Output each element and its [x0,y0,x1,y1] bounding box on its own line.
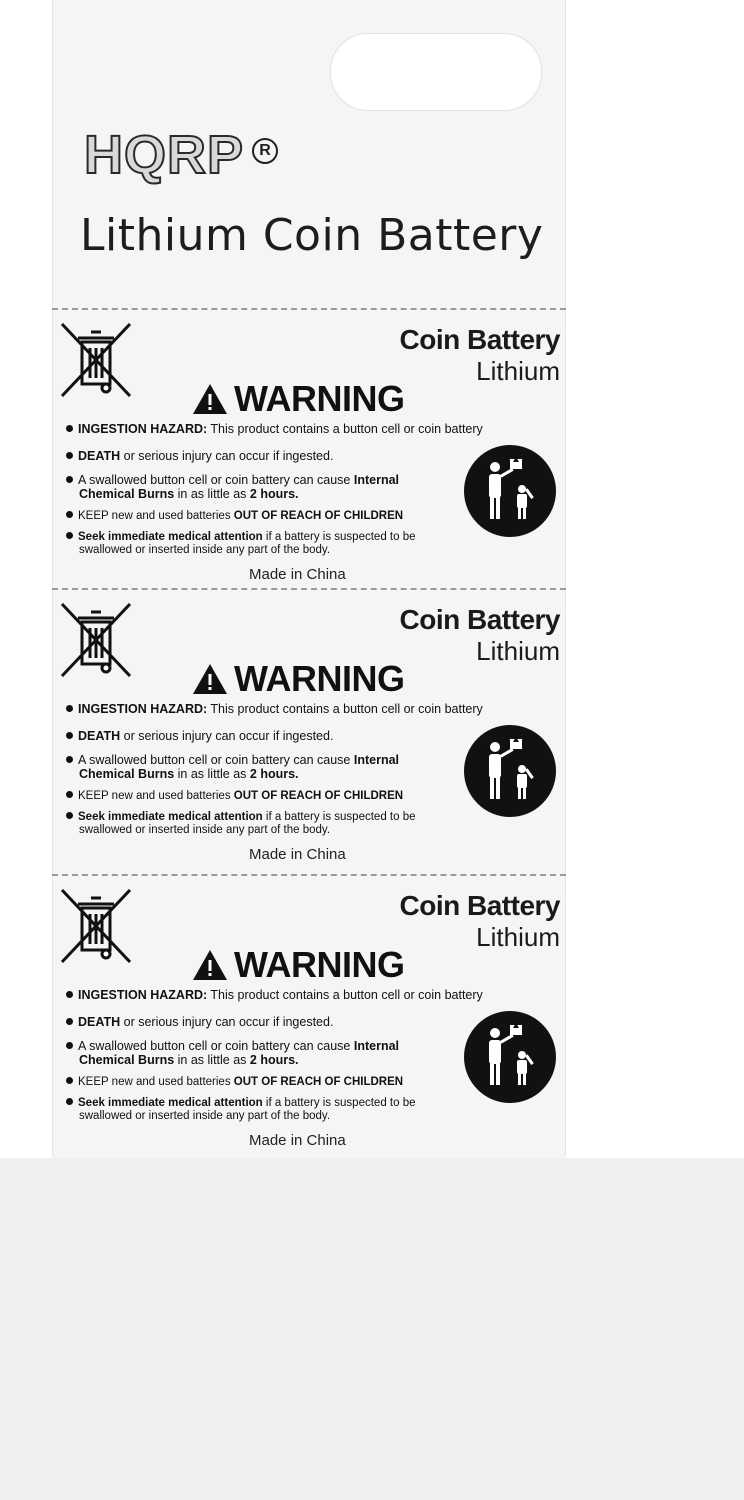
product-title: Lithium Coin Battery [80,210,544,261]
warning-triangle-icon [192,663,228,695]
warning-item-ingestion: INGESTION HAZARD: This product contains a button cell or coin battery [66,422,483,436]
coin-battery-title: Coin Battery [399,324,560,355]
crossed-out-wheelie-bin-icon [58,320,134,400]
warning-text: WARNING [234,944,405,985]
lithium-label: Lithium [476,356,560,386]
warning-heading [192,944,405,986]
coin-battery-title: Coin Battery [399,604,560,635]
crossed-out-wheelie-bin-icon [58,886,134,966]
warning-item-medical: Seek immediate medical attention if a battery is suspected to be swallowed or inserted inside any part of the body. [66,1097,415,1123]
warning-item-keep-away: KEEP new and used batteries OUT OF REACH OF CHILDREN [66,789,403,803]
brand-logo: HQRP [84,125,245,185]
warning-panel-2 [52,588,566,868]
keep-away-from-children-icon [464,1011,556,1103]
warning-item-burns: A swallowed button cell or coin battery can cause Internal Chemical Burns in as little as 2 hours. [66,473,399,501]
perforation-line [52,308,566,310]
made-in-label: Made in China [249,846,346,863]
registered-mark: R [252,138,278,164]
warning-item-burns: A swallowed button cell or coin battery can cause Internal Chemical Burns in as little as 2 hours. [66,1039,399,1067]
warning-item-death: DEATH or serious injury can occur if ingested. [66,449,333,463]
warning-panel-3 [52,874,566,1154]
warning-item-medical: Seek immediate medical attention if a battery is suspected to be swallowed or inserted inside any part of the body. [66,531,415,557]
crossed-out-wheelie-bin-icon [58,600,134,680]
warning-triangle-icon [192,949,228,981]
made-in-label: Made in China [249,566,346,583]
warning-item-ingestion: INGESTION HAZARD: This product contains a button cell or coin battery [66,702,483,716]
warning-item-keep-away: KEEP new and used batteries OUT OF REACH OF CHILDREN [66,509,403,523]
hang-hole [330,33,542,111]
warning-text: WARNING [234,658,405,699]
background-panel [0,1158,744,1500]
made-in-label: Made in China [249,1132,346,1149]
warning-panel-1 [52,308,566,588]
lithium-label: Lithium [476,636,560,666]
keep-away-from-children-icon [464,445,556,537]
perforation-line [52,874,566,876]
warning-item-burns: A swallowed button cell or coin battery can cause Internal Chemical Burns in as little as 2 hours. [66,753,399,781]
warning-heading [192,658,405,700]
warning-text: WARNING [234,378,405,419]
keep-away-from-children-icon [464,725,556,817]
warning-item-death: DEATH or serious injury can occur if ingested. [66,729,333,743]
warning-item-keep-away: KEEP new and used batteries OUT OF REACH OF CHILDREN [66,1075,403,1089]
lithium-label: Lithium [476,922,560,952]
warning-item-medical: Seek immediate medical attention if a battery is suspected to be swallowed or inserted inside any part of the body. [66,811,415,837]
warning-item-ingestion: INGESTION HAZARD: This product contains a button cell or coin battery [66,988,483,1002]
warning-heading [192,378,405,420]
coin-battery-title: Coin Battery [399,890,560,921]
perforation-line [52,588,566,590]
warning-item-death: DEATH or serious injury can occur if ingested. [66,1015,333,1029]
warning-triangle-icon [192,383,228,415]
